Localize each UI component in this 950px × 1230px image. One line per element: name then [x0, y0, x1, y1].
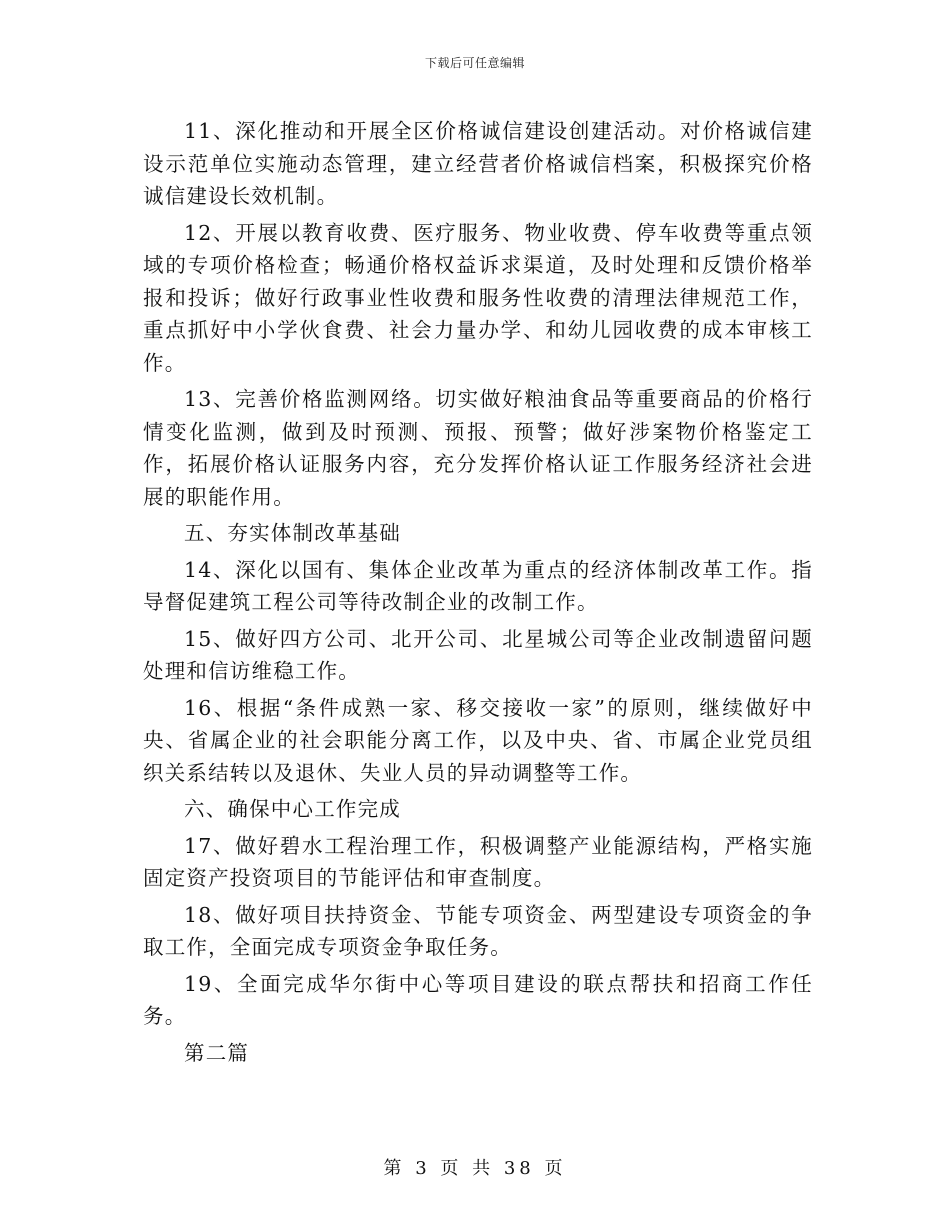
paragraph-item-18: 18、做好项目扶持资金、节能专项资金、两型建设专项资金的争取工作，全面完成专项资金争取任务。 — [143, 902, 813, 959]
paragraph-item-17: 17、做好碧水工程治理工作，积极调整产业能源结构，严格实施固定资产投资项目的节能评估和审查制度。 — [143, 833, 813, 890]
paragraph-item-19: 19、全面完成华尔街中心等项目建设的联点帮扶和招商工作任务。 — [143, 971, 813, 1028]
page-header: 下载后可任意编辑 — [424, 56, 525, 70]
part-heading: 第二篇 — [184, 1040, 250, 1065]
paragraph-item-16: 16、根据“条件成熟一家、移交接收一家”的原则，继续做好中央、省属企业的社会职能分离工作，以及中央、省、市属企业党员组织关系结转以及退休、失业人员的异动调整等工作。 — [143, 695, 813, 785]
paragraph-item-12: 12、开展以教育收费、医疗服务、物业收费、停车收费等重点领域的专项价格检查；畅通价格权益诉求渠道，及时处理和反馈价格举报和投诉；做好行政事业性收费和服务性收费的清理法律规范工作，重点抓好中小学伙食费、社会力量办学、和幼儿园收费的成本审核工作。 — [143, 220, 813, 375]
paragraph-item-15: 15、做好四方公司、北开公司、北星城公司等企业改制遗留问题处理和信访维稳工作。 — [143, 626, 813, 683]
section-heading-5: 五、夯实体制改革基础 — [184, 521, 401, 545]
paragraph-item-11: 11、深化推动和开展全区价格诚信建设创建活动。对价格诚信建设示范单位实施动态管理，建立经营者价格诚信档案，积极探究价格诚信建设长效机制。 — [143, 119, 813, 208]
section-heading-6: 六、确保中心工作完成 — [184, 797, 401, 821]
paragraph-item-14: 14、深化以国有、集体企业改革为重点的经济体制改革工作。指导督促建筑工程公司等待改制企业的改制工作。 — [143, 557, 813, 614]
document-body — [143, 115, 813, 1073]
paragraph-item-13: 13、完善价格监测网络。切实做好粮油食品等重要商品的价格行情变化监测，做到及时预测、预报、预警；做好涉案物价格鉴定工作，拓展价格认证服务内容，充分发挥价格认证工作服务经济社会进展的职能作用。 — [143, 387, 813, 509]
page-number-footer: 第 3 页 共 38 页 — [383, 1158, 567, 1179]
